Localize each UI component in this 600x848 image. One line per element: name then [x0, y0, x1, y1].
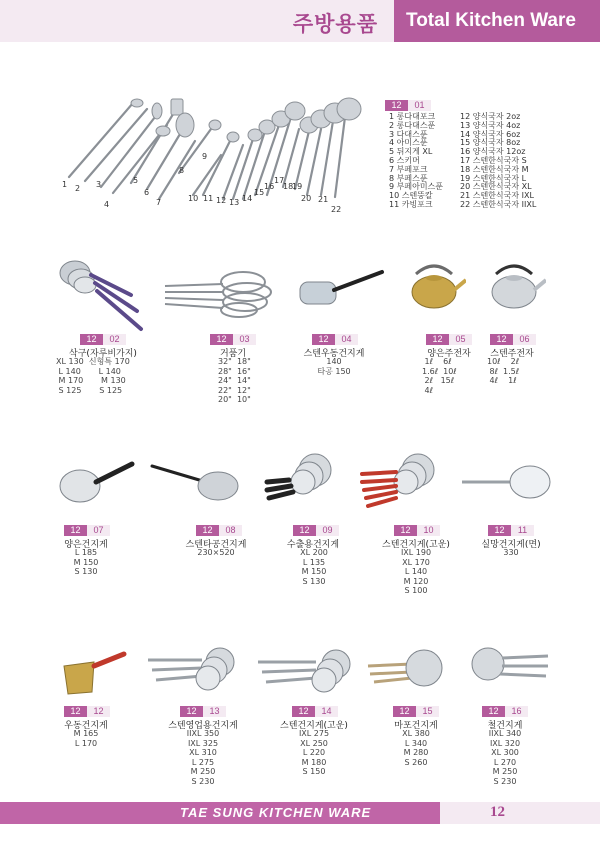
callout-18: 18: [283, 182, 294, 191]
size-row: L 135: [302, 557, 326, 567]
size-row: IXL 325: [187, 738, 219, 748]
list-item: 21 스텐한식국자 IXL: [460, 191, 534, 201]
page-header: [0, 0, 600, 42]
size-row: M 170 M 130: [56, 376, 126, 386]
product-image-12-13: [146, 646, 242, 694]
page-footer: [0, 802, 600, 824]
product-image-12-04: [296, 268, 386, 310]
code-series: 12: [312, 334, 335, 345]
code-badge: [394, 525, 440, 536]
page-number: 12: [490, 804, 505, 820]
size-row: 24" 14": [218, 376, 251, 386]
code-item: 10: [417, 525, 440, 536]
size-row: XL 300: [491, 748, 519, 758]
code-series: 12: [180, 706, 203, 717]
code-badge: [482, 706, 528, 717]
product-image-12-05: [402, 258, 466, 310]
size-row: XL 130 신형특 170: [56, 357, 130, 366]
list-item: 15 양식국자 8oz: [460, 138, 521, 148]
list-item: 4 아미스푼: [389, 138, 428, 148]
code-badge: [64, 525, 110, 536]
callout-20: 20: [301, 194, 312, 203]
callout-9: 9: [202, 152, 208, 161]
code-item: 09: [316, 525, 339, 536]
size-row: 22" 12": [218, 385, 251, 395]
code-badge-12-01: [385, 100, 431, 111]
callout-10: 10: [188, 194, 199, 203]
product-name: 스텐주전자: [490, 349, 534, 359]
product-sizes: [218, 357, 251, 405]
product-sizes: [56, 357, 130, 395]
header-title-korean: 주방용품: [292, 12, 378, 36]
size-row: M 150: [73, 557, 99, 567]
product-name: 삭구(자루비가지): [69, 349, 137, 359]
size-row: S 125 S 125: [56, 385, 123, 395]
code-item: 12: [87, 706, 110, 717]
code-series: 12: [80, 334, 103, 345]
code-badge: [426, 334, 472, 345]
list-item: 9 부페아미스푼: [389, 182, 444, 192]
size-row: S 150: [302, 767, 326, 777]
code-item: 01: [408, 100, 431, 111]
header-left-panel: [0, 0, 394, 42]
list-item: 14 양식국자 6oz: [460, 129, 521, 139]
size-row: L 170: [74, 738, 98, 748]
product-image-12-14: [256, 648, 356, 694]
code-series: 12: [64, 525, 87, 536]
code-item: 11: [511, 525, 534, 536]
size-row: 330: [503, 548, 519, 557]
size-row: IIXL 340: [488, 729, 522, 738]
size-row: XL 380: [402, 729, 430, 738]
size-row: XL 310: [189, 748, 217, 758]
size-row: M 120: [403, 576, 429, 586]
callout-6: 6: [144, 188, 150, 197]
list-item: 6 스키머: [389, 155, 420, 165]
list-item: 3 다대스푼: [389, 129, 428, 139]
product-image-12-08: [148, 460, 240, 504]
product-sizes: [284, 729, 344, 777]
product-sizes: [186, 548, 246, 558]
list-item: 13 양식국자 4oz: [460, 120, 521, 130]
code-series: 12: [426, 334, 449, 345]
code-item: 15: [416, 706, 439, 717]
size-row: XL 250: [300, 738, 328, 748]
product-image-12-15: [366, 646, 446, 696]
list-item: 18 스텐한식국자 M: [460, 164, 529, 174]
product-image-12-06: [482, 258, 546, 310]
product-sizes: [475, 729, 535, 787]
callout-5: 5: [133, 176, 139, 185]
code-badge: [196, 525, 242, 536]
product-sizes: [173, 729, 233, 787]
product-image-12-11: [460, 462, 552, 502]
size-row: 1ℓ 6ℓ: [422, 357, 452, 366]
callout-15: 15: [254, 188, 265, 197]
size-row: S 130: [74, 567, 98, 577]
code-badge: [490, 334, 536, 345]
list-item: 11 카빙포크: [389, 199, 433, 209]
code-series: 12: [210, 334, 233, 345]
code-series: 12: [393, 706, 416, 717]
size-row: 타공 150: [317, 366, 351, 376]
size-row: M 250: [190, 767, 216, 777]
size-row: XL 170: [402, 557, 430, 567]
footer-brand: TAE SUNG KITCHEN WARE: [180, 805, 372, 820]
product-name: 스텐우동건지게: [303, 349, 365, 359]
code-badge: [80, 334, 126, 345]
header-title-english: Total Kitchen Ware: [406, 10, 576, 31]
size-row: L 185: [74, 548, 98, 557]
product-name: 마포건지게: [394, 721, 438, 731]
product-image-12-02: [57, 255, 153, 335]
product-name: 스텐영업용건지게: [168, 721, 238, 731]
footer-bar: [0, 802, 440, 824]
code-badge: [293, 525, 339, 536]
product-sizes: [56, 548, 116, 577]
size-row: 8ℓ 1.5ℓ: [487, 366, 520, 376]
callout-4: 4: [104, 200, 110, 209]
code-series: 12: [293, 525, 316, 536]
list-item: 8 부페스푼: [389, 173, 428, 183]
code-series: 12: [292, 706, 315, 717]
callout-17: 17: [274, 176, 285, 185]
code-badge: [292, 706, 338, 717]
size-row: 2ℓ 15ℓ: [422, 376, 455, 386]
code-item: 03: [233, 334, 256, 345]
code-badge: [393, 706, 439, 717]
size-row: L 220: [302, 748, 326, 758]
size-row: 4ℓ 1ℓ: [487, 376, 517, 386]
size-row: 20" 10": [218, 395, 251, 405]
code-item: 14: [315, 706, 338, 717]
callout-22: 22: [331, 205, 342, 214]
product-sizes: [487, 357, 519, 386]
product-name: 스텐타공건지게: [185, 540, 247, 550]
list-item: 16 양식국자 12oz: [460, 147, 526, 157]
code-series: 12: [196, 525, 219, 536]
code-badge: [488, 525, 534, 536]
size-row: M 280: [403, 748, 429, 758]
product-image-12-16: [466, 644, 550, 688]
size-row: S 230: [191, 776, 215, 786]
code-item: 13: [203, 706, 226, 717]
product-image-12-07: [58, 458, 136, 508]
product-sizes: [304, 357, 364, 376]
size-row: M 180: [301, 757, 327, 767]
size-row: L 270: [493, 757, 517, 767]
code-item: 08: [219, 525, 242, 536]
list-item: 5 뒤지게 XL: [389, 147, 433, 157]
product-name: 양은건지게: [64, 540, 108, 550]
size-row: IIXL 350: [186, 729, 220, 738]
product-name: 우동건지게: [64, 721, 108, 731]
callout-21: 21: [318, 195, 329, 204]
footer-page-box: [440, 802, 600, 824]
code-item: 16: [505, 706, 528, 717]
size-row: L 140 L 140: [56, 366, 121, 376]
product-name: 스텐건지게(고운): [280, 721, 348, 731]
callout-3: 3: [96, 180, 102, 189]
callout-11: 11: [203, 194, 214, 203]
callout-14: 14: [242, 194, 253, 203]
product-sizes: [284, 548, 344, 586]
utensil-list-left: [389, 113, 443, 210]
utensil-list-right: [460, 113, 536, 210]
code-series: 12: [385, 100, 408, 111]
code-badge: [312, 334, 358, 345]
size-row: L 340: [404, 738, 428, 748]
product-name: 거품기: [219, 349, 247, 359]
size-row: IXL 275: [298, 729, 330, 738]
list-item: 7 부페포크: [389, 164, 428, 174]
product-image-12-09: [263, 452, 343, 504]
code-badge: [210, 334, 256, 345]
list-item: 12 양식국자 2oz: [460, 112, 521, 121]
product-sizes: [386, 548, 446, 596]
callout-2: 2: [75, 184, 81, 193]
size-row: 32" 18": [218, 357, 251, 366]
product-image-12-12: [58, 648, 128, 698]
product-image-12-10: [360, 452, 444, 508]
size-row: IXL 320: [489, 738, 521, 748]
size-row: 4ℓ: [422, 385, 433, 395]
size-row: S 130: [302, 576, 326, 586]
code-badge: [64, 706, 110, 717]
product-name: 양은주전자: [427, 349, 471, 359]
list-item: 2 롱다대스푼: [389, 120, 436, 130]
product-sizes: [386, 729, 446, 767]
code-item: 05: [449, 334, 472, 345]
callout-7: 7: [156, 198, 162, 207]
code-series: 12: [64, 706, 87, 717]
size-row: 28" 16": [218, 366, 251, 376]
callout-8: 8: [179, 166, 185, 175]
product-name: 스텐건지게(고운): [382, 540, 450, 550]
size-row: S 100: [404, 586, 428, 596]
code-series: 12: [490, 334, 513, 345]
code-series: 12: [488, 525, 511, 536]
list-item: 1 롱다대포크: [389, 112, 436, 121]
product-image-12-03: [163, 268, 281, 320]
callout-12: 12: [216, 196, 227, 205]
size-row: 10ℓ 2ℓ: [487, 357, 520, 366]
code-series: 12: [482, 706, 505, 717]
code-item: 06: [513, 334, 536, 345]
product-name: 수출용건지게: [286, 540, 340, 550]
size-row: S 230: [493, 776, 517, 786]
list-item: 22 스텐한식국자 IIXL: [460, 199, 537, 209]
size-row: 230×520: [197, 548, 235, 557]
list-item: 17 스텐한식국자 S: [460, 155, 527, 165]
product-sizes: [481, 548, 541, 558]
list-item: 10 스텐뚱칼: [389, 191, 433, 201]
size-row: 1.6ℓ 10ℓ: [422, 366, 457, 376]
product-name: 철건지게: [487, 721, 523, 731]
callout-1: 1: [62, 180, 68, 189]
code-badge: [180, 706, 226, 717]
size-row: M 250: [492, 767, 518, 777]
size-row: XL 200: [300, 548, 328, 557]
list-item: 20 스텐한식국자 XL: [460, 182, 532, 192]
product-sizes: [56, 729, 116, 748]
size-row: 140: [326, 357, 342, 366]
size-row: IXL 190: [400, 548, 432, 557]
size-row: M 150: [301, 567, 327, 577]
callout-16: 16: [264, 182, 275, 191]
size-row: S 260: [404, 757, 428, 767]
size-row: L 140: [404, 567, 428, 577]
callout-19: 19: [292, 182, 303, 191]
product-sizes: [422, 357, 457, 395]
size-row: L 275: [191, 757, 215, 767]
product-name: 실망건지게(면): [481, 540, 541, 550]
code-series: 12: [394, 525, 417, 536]
list-item: 19 스텐한식국자 L: [460, 173, 527, 183]
code-item: 07: [87, 525, 110, 536]
code-item: 04: [335, 334, 358, 345]
header-right-panel: [394, 0, 600, 42]
size-row: M 165: [73, 729, 99, 738]
callout-13: 13: [229, 198, 240, 207]
code-item: 02: [103, 334, 126, 345]
